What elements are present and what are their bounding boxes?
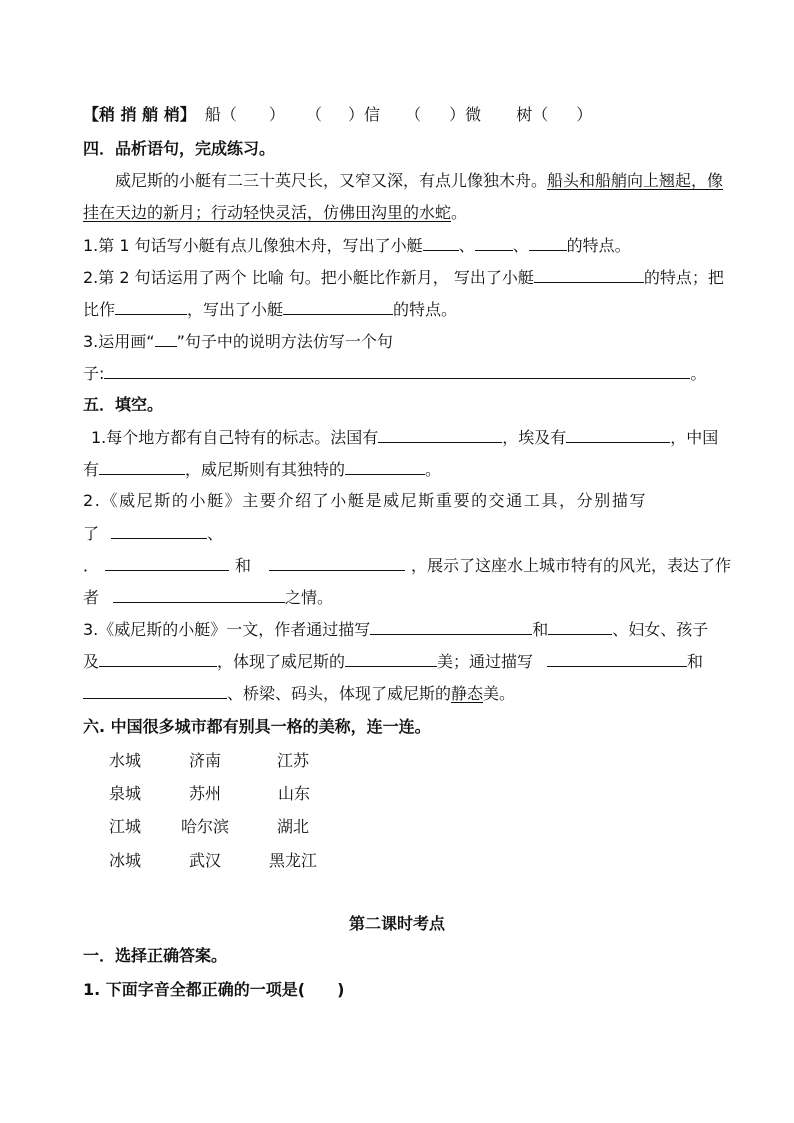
answer-blank[interactable]: [105, 554, 229, 571]
answer-blank[interactable]: [547, 650, 687, 667]
s4-question-2: 2.第 2 句话运用了两个 比喻 句。把小艇比作新月， 写出了小艇 的特点；把: [83, 268, 724, 287]
s5-question-3-line-3: 、桥梁、码头，体现了威尼斯的静态美。: [83, 682, 515, 705]
passage-line-2: 挂在天边的新月；行动轻快灵活，仿佛田沟里的水蛇。: [83, 203, 468, 222]
answer-blank[interactable]: [113, 586, 285, 603]
section5-heading: 五．填空。: [83, 395, 164, 414]
passage-line-1: 威尼斯的小艇有二三十英尺长，又窄又深，有点儿像独木舟。船头和船艄向上翘起，像: [115, 171, 724, 190]
answer-blank[interactable]: [378, 426, 502, 443]
character-group: 【稍 捎 艄 梢】: [83, 105, 196, 124]
s5-question-2-line-3: ． 和 ，展示了这座水上城市特有的风光，表达了作: [83, 556, 732, 575]
s5-question-1: 1.每个地方都有自己特有的标志。法国有 ，埃及有 ，中国: [91, 428, 719, 447]
answer-blank[interactable]: [370, 618, 532, 635]
section4-heading: 四．品析语句，完成练习。: [83, 139, 276, 158]
s5-question-1-continued: 有 ，威尼斯则有其独特的 。: [83, 460, 442, 479]
s5-question-3: 3.《威尼斯的小艇》一文，作者通过描写 和 、妇女、孩子: [83, 620, 709, 639]
match-item[interactable]: 冰城: [109, 851, 142, 870]
answer-blank[interactable]: [269, 554, 405, 571]
match-item[interactable]: 哈尔滨: [181, 817, 230, 836]
answer-blank[interactable]: [566, 426, 670, 443]
underline-mark: [155, 330, 177, 347]
s4-question-1: 1.第 1 句话写小艇有点儿像独木舟，写出了小艇 、 、 的特点。: [83, 236, 631, 255]
lesson-2-title: 第二课时考点: [348, 914, 445, 933]
s4-question-3: 3.运用画“ ”句子中的说明方法仿写一个句: [83, 332, 393, 351]
answer-blank[interactable]: [534, 266, 644, 283]
s4-question-3-continued: 子: 。: [83, 364, 707, 383]
s4-question-2-continued: 比作 ，写出了小艇 的特点。: [83, 300, 458, 319]
section6-heading: 六. 中国很多城市都有别具一格的美称，连一连。: [83, 717, 431, 736]
s5-question-2: 2.《威尼斯的小艇》主要介绍了小艇是威尼斯重要的交通工具，分别描写: [83, 491, 648, 510]
match-item[interactable]: 山东: [278, 784, 311, 803]
answer-blank[interactable]: [111, 522, 207, 539]
match-item[interactable]: 江城: [109, 817, 142, 836]
answer-blank[interactable]: [83, 682, 227, 699]
answer-blank[interactable]: [423, 234, 459, 251]
answer-blank[interactable]: [548, 618, 612, 635]
s5-question-2-line-2: 了 、: [83, 524, 224, 543]
s5-question-3-line-2: 及 ，体现了威尼斯的 美；通过描写 和: [83, 652, 704, 671]
answer-blank[interactable]: [345, 458, 425, 475]
match-item[interactable]: 泉城: [109, 784, 142, 803]
match-item[interactable]: 水城: [109, 751, 142, 770]
answer-blank[interactable]: [283, 298, 393, 315]
answer-blank[interactable]: [529, 234, 567, 251]
answer-blank[interactable]: [99, 458, 185, 475]
underlined-sentence: 船头和船艄向上翘起，像: [547, 171, 724, 190]
match-item[interactable]: 苏州: [189, 784, 222, 803]
match-item[interactable]: 黑龙江: [269, 851, 318, 870]
answer-blank[interactable]: [99, 650, 217, 667]
part2-heading: 一．选择正确答案。: [83, 946, 228, 965]
match-item[interactable]: 江苏: [277, 751, 310, 770]
answer-blank[interactable]: [104, 362, 690, 379]
answer-blank[interactable]: [115, 298, 187, 315]
part2-question-1: 1. 下面字音全都正确的一项是( ): [83, 980, 345, 999]
match-item[interactable]: 济南: [189, 751, 222, 770]
s5-question-2-line-4: 者 之情。: [83, 588, 334, 607]
answer-blank[interactable]: [345, 650, 437, 667]
match-item[interactable]: 武汉: [189, 851, 222, 870]
answer-blank[interactable]: [475, 234, 513, 251]
character-choice-line: 【稍 捎 艄 梢】 船（ ） （ ）信 （ ）微 树（ ）: [83, 105, 593, 124]
match-item[interactable]: 湖北: [277, 817, 310, 836]
underlined-sentence-continued: 挂在天边的新月；行动轻快灵活，仿佛田沟里的水蛇: [83, 203, 452, 222]
